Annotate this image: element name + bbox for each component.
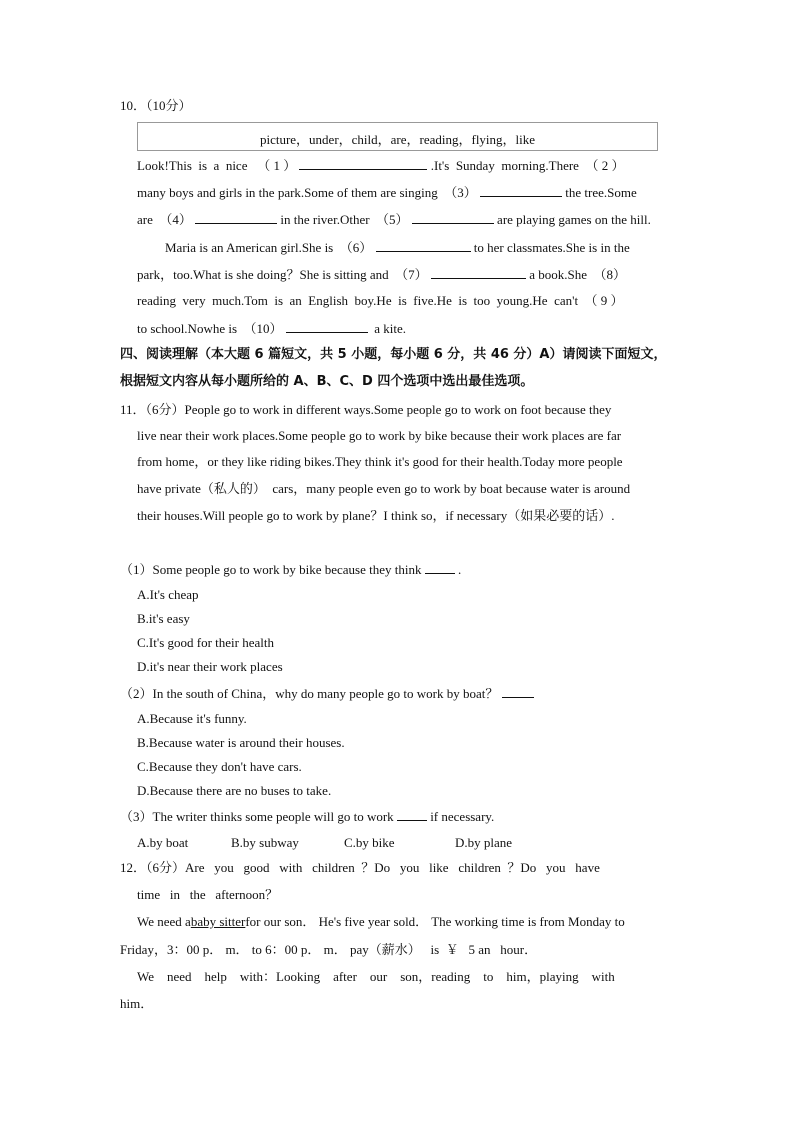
blank-5[interactable]	[412, 211, 494, 224]
q11-passage-line-1: 11．（6分）People go to work in different ways.Some people go to work on foot because they	[120, 402, 612, 417]
q10-line-2: many boys and girls in the park.Some of them are singing （3） the tree.Some	[137, 185, 637, 200]
q11-passage-line-5: their houses.Will people go to work by plane？I think so，if necessary（如果必要的话）.	[137, 508, 615, 523]
q11-passage-line-4: have private（私人的） cars，many people even go to work by boat because water is around	[137, 481, 631, 496]
answer-blank[interactable]	[502, 685, 534, 698]
answer-blank[interactable]	[425, 561, 455, 574]
option-d[interactable]: D.by plane	[455, 835, 513, 850]
word-bank-box	[137, 122, 658, 151]
q12-line-2: time in the afternoon？	[137, 887, 279, 902]
option-a[interactable]: A.Because it's funny.	[137, 711, 247, 726]
section4-heading-line-2: 根据短文内容从每小题所给的 A、B、C、D 四个选项中选出最佳选项。	[120, 374, 534, 389]
option-a[interactable]: A.It's cheap	[137, 587, 199, 602]
option-c[interactable]: C.Because they don't have cars.	[137, 759, 302, 774]
option-b[interactable]: B.Because water is around their houses.	[137, 735, 345, 750]
q10-line-6: reading very much.Tom is an English boy.He is five.He is too young.He can't （ 9 ）	[137, 293, 624, 308]
answer-blank[interactable]	[397, 808, 427, 821]
option-b[interactable]: B.it's easy	[137, 611, 190, 626]
q10-header: 10．（10分）	[120, 98, 192, 113]
q12-line-3: We need ababy sitterfor our son． He's five year sold． The working time is from Monday to	[137, 914, 625, 929]
q11-sub2-stem: （2）In the south of China，why do many people go to work by boat？	[120, 685, 534, 702]
q12-line-4: Friday，3：00 p． m． to 6：00 p． m． pay（薪水） is ￥ 5 an hour．	[120, 942, 538, 957]
q11-passage-line-3: from home，or they like riding bikes.They think it's good for their health.Today more people	[137, 454, 623, 469]
option-d[interactable]: D.Because there are no buses to take.	[137, 783, 332, 798]
option-a[interactable]: A.by boat	[137, 835, 189, 850]
blank-10[interactable]	[286, 320, 368, 333]
blank-3[interactable]	[480, 184, 562, 197]
q11-passage-line-2: live near their work places.Some people go to work by bike because their work places are far	[137, 428, 622, 443]
section4-heading-line-1: 四、阅读理解（本大题 6 篇短文，共 5 小题，每小题 6 分，共 46 分）A）请阅读下面短文，	[120, 347, 667, 362]
q10-line-5: park，too.What is she doing？She is sitting and （7） a book.She （8）	[137, 267, 626, 282]
blank-1[interactable]	[299, 157, 427, 170]
blank-7[interactable]	[431, 266, 526, 279]
q11-sub3-stem: （3）The writer thinks some people will go to work if necessary.	[120, 809, 495, 824]
blank-6[interactable]	[376, 239, 471, 252]
q12-line-1: 12．（6分）Are you good with children ？Do you like children ？Do you have	[120, 860, 600, 875]
option-c[interactable]: C.It's good for their health	[137, 635, 275, 650]
option-d[interactable]: D.it's near their work places	[137, 659, 283, 674]
q12-line-6: him．	[120, 996, 154, 1011]
underlined-phrase: baby sitter	[190, 914, 246, 929]
blank-4[interactable]	[195, 211, 277, 224]
q12-line-5: We need help with：Looking after our son，reading to him，playing with	[137, 969, 615, 984]
option-b[interactable]: B.by subway	[231, 835, 299, 850]
q10-line-4: Maria is an American girl.She is （6） to her classmates.She is in the	[165, 240, 630, 255]
q11-sub1-stem: （1）Some people go to work by bike because they think .	[120, 562, 462, 577]
q10-line-7: to school.Nowhe is （10） a kite.	[137, 321, 407, 336]
word-bank: picture，under，child，are，reading，flying，like	[259, 132, 536, 147]
q10-line-3: are （4） in the river.Other （5） are playing games on the hill.	[137, 212, 651, 227]
q10-line-1: Look!This is a nice （ 1 ） .It's Sunday morning.There （ 2 ）	[137, 158, 625, 173]
option-c[interactable]: C.by bike	[344, 835, 395, 850]
